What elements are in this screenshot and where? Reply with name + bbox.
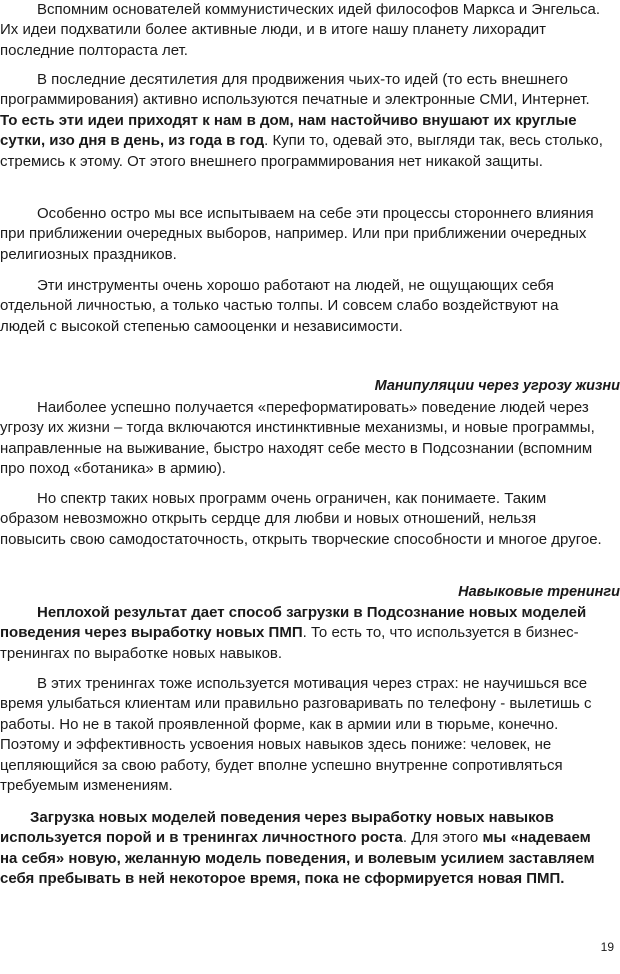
paragraph-media-programming bbox=[0, 70, 606, 172]
paragraph-spectrum: Но спектр таких новых программ очень ограничен, как понимаете. Таким образом невозможно открыть сердце для любви и новых отношений, нельзя повысить свою самодостаточность, открыть творческие способности и многое другое. bbox=[0, 490, 602, 548]
paragraph-instruments: Эти инструменты очень хорошо работают на людей, не ощущающих себя отдельной личностью, а только частью толпы. И совсем слабо воздействуют на людей с высокой степенью самооценки и независимости. bbox=[0, 277, 559, 335]
paragraph-text: . То есть то, что используется в бизнес-тренингах по выработке новых навыков. bbox=[0, 624, 579, 662]
heading-life-threat: Манипуляции через угрозу жизни bbox=[374, 378, 620, 394]
paragraph-text: . Купи то, одевай это, выгляди так, весь столько, стремись к этому. От этого внешнего программирования нет никакой защиты. bbox=[0, 132, 603, 170]
page-number: 19 bbox=[600, 940, 614, 954]
paragraph-elections: Особенно остро мы все испытываем на себе эти процессы стороннего влияния при приближении очередных выборов, например. Или при приближении очередных религиозных праздников. bbox=[0, 205, 594, 263]
heading-skill-trainings: Навыковые тренинги bbox=[458, 584, 620, 600]
bold-text: Загрузка новых моделей поведения через выработку новых навыков используется порой и в тренингах личностного роста bbox=[0, 809, 554, 847]
paragraph-text: . Для этого bbox=[402, 829, 483, 847]
bold-text: Неплохой результат дает способ загрузки в Подсознание новых моделей поведения через выработку новых ПМП bbox=[0, 604, 587, 642]
bold-text: То есть эти идеи приходят к нам в дом, нам настойчиво внушают их круглые сутки, изо дня в день, из года в год bbox=[0, 111, 577, 150]
bold-text: мы «надеваем на себя» новую, желанную модель поведения, и волевым усилием заставляем себя пребывать в ней некоторое время, пока не сформируется новая ПМП. bbox=[0, 829, 595, 888]
paragraph-marx-engels: Вспомним основателей коммунистических идей философов Маркса и Энгельса. Их идеи подхватили более активные люди, и в итоге нашу планету лихорадит последние полтораста лет. bbox=[0, 1, 601, 59]
paragraph-fear-motivation: В этих тренингах тоже используется мотивация через страх: не научишься все время улыбаться клиентам или правильно разговаривать по телефону - вылетишь с работы. Но не в такой проявленной форме, как в армии или в тюрьме, конечно. Поэтому и эффективность усвоения новых навыков здесь пониже: человек, не цепляющийся за свою работу, будет вполне успешно внутренне сопротивляться требуемым изменениям. bbox=[0, 675, 592, 795]
paragraph-reformat: Наиболее успешно получается «переформатировать» поведение людей через угрозу их жизни – тогда включаются инстинктивные механизмы, и новые программы, направленные на выживание, быстро находят себе место в Подсознании (вспомним про поход «ботаника» в армию). bbox=[0, 399, 595, 478]
paragraph-good-result bbox=[0, 603, 606, 664]
paragraph-personal-growth bbox=[0, 808, 606, 890]
paragraph-text: В последние десятилетия для продвижения чьих-то идей (то есть внешнего программирования) активно используются печатные и электронные СМИ, Интернет. bbox=[0, 71, 590, 109]
